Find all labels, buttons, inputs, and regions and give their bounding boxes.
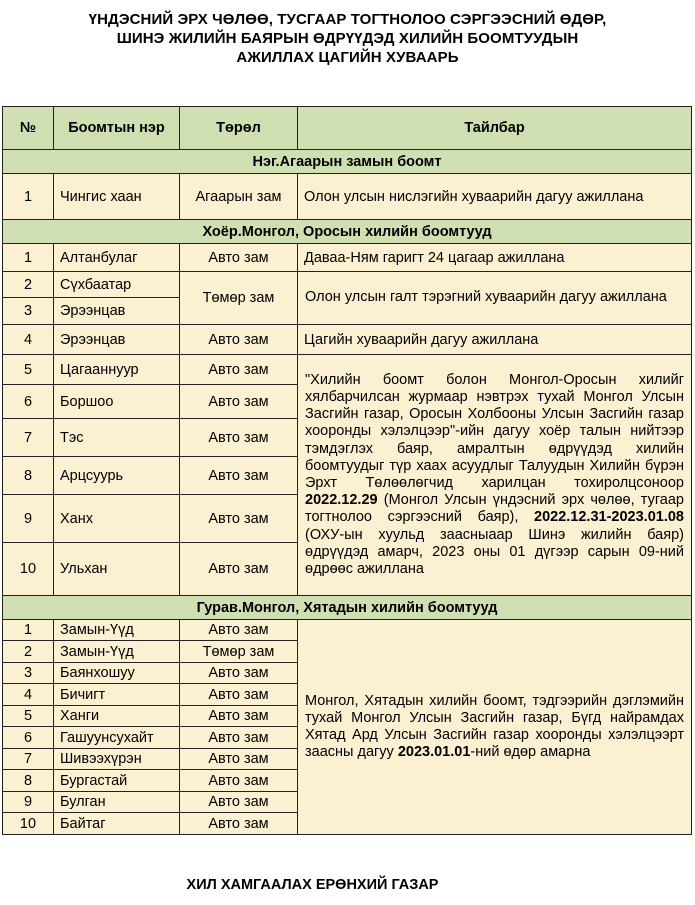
port-type: Авто зам [180,706,298,727]
port-description-long [298,620,692,835]
port-description: Олон улсын галт тэрэгний хуваарийн дагуу ажиллана [298,272,692,325]
port-type: Авто зам [180,727,298,749]
port-name: Цагааннуур [54,355,180,385]
port-type: Төмөр зам [180,272,298,325]
row-number: 6 [3,727,54,749]
column-header-type: Төрөл [180,107,298,150]
port-description: Олон улсын нислэгийн хуваарийн дагуу ажиллана [298,174,692,220]
port-name: Ульхан [54,543,180,596]
row-number: 7 [3,749,54,770]
row-number: 8 [3,457,54,495]
port-name: Байтаг [54,813,180,835]
port-type: Авто зам [180,325,298,355]
section-title: Хоёр.Монгол, Оросын хилийн боомтууд [3,220,692,244]
table-row [3,272,692,298]
port-name: Боршоо [54,385,180,419]
section-header-air [3,150,692,174]
port-name: Бургастай [54,770,180,792]
row-number: 1 [3,620,54,641]
table-header-row [3,107,692,150]
port-name: Бичигт [54,684,180,706]
row-number: 4 [3,684,54,706]
port-name: Сүхбаатар [54,272,180,298]
port-type: Агаарын зам [180,174,298,220]
table-row [3,620,692,641]
port-type: Авто зам [180,813,298,835]
row-number: 1 [3,174,54,220]
column-header-name: Боомтын нэр [54,107,180,150]
desc-date: 2022.12.29 [305,492,378,509]
row-number: 5 [3,355,54,385]
table-row [3,174,692,220]
title-line-2: ШИНЭ ЖИЛИЙН БАЯРЫН ӨДРҮҮДЭД ХИЛИЙН БООМТУУДЫН [116,30,579,47]
port-name: Замын-Үүд [54,620,180,641]
row-number: 10 [3,543,54,596]
desc-text: (ОХУ-ын хуульд заасныаар Шинэ жилийн баяр) өдрүүдэд амарч, 2023 оны 01 дүгээр сарын 09-ний өдрөөс ажиллана [305,526,684,578]
row-number: 3 [3,298,54,325]
section-header-russia [3,220,692,244]
row-number: 4 [3,325,54,355]
document-title [0,10,695,67]
row-number: 8 [3,770,54,792]
port-name: Эрээнцав [54,325,180,355]
port-type: Авто зам [180,684,298,706]
port-type: Авто зам [180,495,298,543]
port-name: Эрээнцав [54,298,180,325]
section-title: Гурав.Монгол, Хятадын хилийн боомтууд [3,596,692,620]
port-name: Арцсуурь [54,457,180,495]
title-line-1: ҮНДЭСНИЙ ЭРХ ЧӨЛӨӨ, ТУСГААР ТОГТНОЛОО СЭРГЭЭСНИЙ ӨДӨР, [88,11,607,28]
row-number: 5 [3,706,54,727]
desc-date: 2022.12.31-2023.01.08 [534,509,684,526]
port-type: Авто зам [180,792,298,813]
desc-date: 2023.01.01 [397,744,471,761]
column-header-description: Тайлбар [298,107,692,150]
schedule-table [2,106,692,835]
port-type: Авто зам [180,385,298,419]
table-row [3,355,692,385]
footer-organization: ХИЛ ХАМГААЛАХ ЕРӨНХИЙ ГАЗАР [186,877,439,893]
port-description: Даваа-Ням гаригт 24 цагаар ажиллана [298,244,692,272]
table-row [3,325,692,355]
port-name: Ханги [54,706,180,727]
port-name: Замын-Үүд [54,641,180,663]
port-type: Авто зам [180,620,298,641]
port-name: Шивээхүрэн [54,749,180,770]
port-type: Авто зам [180,543,298,596]
port-type: Авто зам [180,457,298,495]
section-title: Нэг.Агаарын замын боомт [3,150,692,174]
row-number: 7 [3,419,54,457]
port-name: Гашуунсухайт [54,727,180,749]
row-number: 3 [3,663,54,684]
port-name: Баянхошуу [54,663,180,684]
desc-text: (Монгол Улсын үндэсний эрх чөлөө, тугаар тогтнолоо сэргээсний баяр), [305,492,684,526]
row-number: 10 [3,813,54,835]
port-name: Чингис хаан [54,174,180,220]
port-type: Авто зам [180,355,298,385]
port-type: Авто зам [180,244,298,272]
port-type: Авто зам [180,770,298,792]
port-type: Авто зам [180,749,298,770]
port-name: Ханх [54,495,180,543]
port-name: Тэс [54,419,180,457]
row-number: 2 [3,641,54,663]
row-number: 6 [3,385,54,419]
port-name: Булган [54,792,180,813]
port-type: Авто зам [180,419,298,457]
port-type: Авто зам [180,663,298,684]
table-row [3,244,692,272]
column-header-number: № [3,107,54,150]
title-line-3: АЖИЛЛАХ ЦАГИЙН ХУВААРЬ [236,49,459,66]
section-header-china [3,596,692,620]
desc-text: -ний өдөр амарна [470,744,591,761]
row-number: 9 [3,792,54,813]
port-description: Цагийн хуваарийн дагуу ажиллана [298,325,692,355]
row-number: 1 [3,244,54,272]
port-name: Алтанбулаг [54,244,180,272]
row-number: 2 [3,272,54,298]
port-description-long [298,355,692,596]
port-type: Төмөр зам [180,641,298,663]
desc-text: "Хилийн боомт болон Монгол-Оросын хилийг хялбарчилсан журмаар нэвтрэх тухай Монгол Улсын Засгийн газар, Оросын Холбооны Улсын Засгийн газар хооронды хэлэлцээр"-ийн дагуу хоёр талын нийтээр тэмдэглэх баяр, амралтын өдрүүдэд хилийн боомтуудыг түр хаах асуудлыг Талуудын Хилийн бүрэн Эрхт Төлөөлөгчид харилцан тохиролцсоноор [305,371,684,491]
row-number: 9 [3,495,54,543]
desc-text: Монгол, Хятадын хилийн боомт, тэдгээрийн дэглэмийн тухай Монгол Улсын Засгийн газар, Бүгд найрамдах Хятад Ард Улсын Засгийн газар хооронды хэлэлцээрт заасны дагуу [305,692,684,761]
